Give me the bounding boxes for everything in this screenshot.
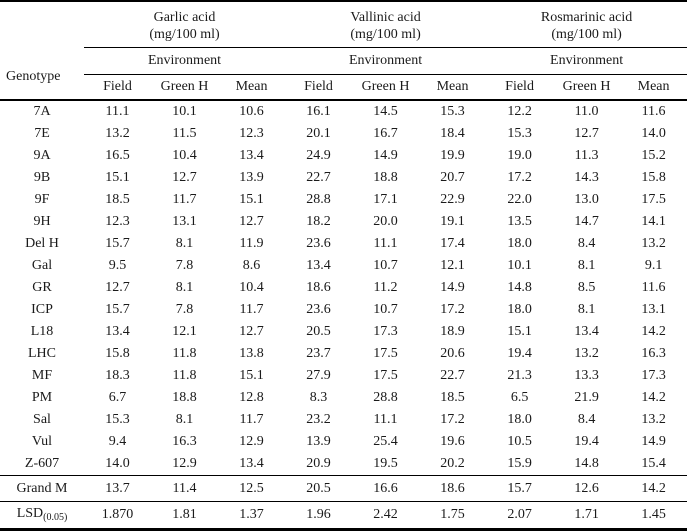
genotype-cell: MF <box>31 368 53 384</box>
genotype-cell: GR <box>32 280 52 296</box>
value-cell: 14.7 <box>574 214 599 230</box>
value-cell: 20.2 <box>440 456 465 472</box>
value-cell: 15.9 <box>507 456 532 472</box>
value-cell: 15.3 <box>440 104 465 120</box>
group-header-garlic-acid <box>84 1 285 48</box>
value-cell: 11.7 <box>239 412 264 428</box>
value-cell: 20.6 <box>440 346 465 362</box>
table-row <box>0 343 687 365</box>
value-cell: 11.3 <box>574 148 599 164</box>
value-cell: 17.2 <box>440 302 465 318</box>
value-cell: 13.9 <box>306 434 331 450</box>
value-cell: 20.5 <box>285 476 352 502</box>
value-cell: 10.7 <box>373 258 398 274</box>
value-cell: 21.3 <box>507 368 532 384</box>
column-header-mean: Mean <box>419 75 486 101</box>
value-cell: 13.4 <box>306 258 331 274</box>
lsd-label-subscript: (0.05) <box>43 512 68 524</box>
value-cell: 18.0 <box>507 236 532 252</box>
value-cell: 18.8 <box>172 390 197 406</box>
value-cell: 13.5 <box>507 214 532 230</box>
column-header-mean: Mean <box>218 75 285 101</box>
value-cell: 11.7 <box>239 302 264 318</box>
value-cell: 13.4 <box>239 148 264 164</box>
value-cell: 17.5 <box>373 346 398 362</box>
value-cell: 20.5 <box>306 324 331 340</box>
value-cell: 14.9 <box>440 280 465 296</box>
table-row <box>0 453 687 476</box>
table-body <box>0 100 687 476</box>
value-cell: 14.0 <box>641 126 666 142</box>
table-row <box>0 387 687 409</box>
table-summary <box>0 476 687 530</box>
value-cell: 7.8 <box>175 258 194 274</box>
genotype-cell: ICP <box>31 302 53 318</box>
value-cell: 13.2 <box>641 412 666 428</box>
value-cell: 18.5 <box>105 192 130 208</box>
value-cell: 19.4 <box>574 434 599 450</box>
table-row <box>0 255 687 277</box>
value-cell: 18.3 <box>105 368 130 384</box>
value-cell: 10.1 <box>172 104 197 120</box>
value-cell: 11.6 <box>641 280 666 296</box>
value-cell: 2.42 <box>352 502 419 530</box>
value-cell: 11.4 <box>151 476 218 502</box>
column-header-green-h: Green H <box>352 75 419 101</box>
genotype-cell: 9A <box>33 148 51 164</box>
value-cell: 13.2 <box>105 126 130 142</box>
value-cell: 18.9 <box>440 324 465 340</box>
value-cell: 12.7 <box>105 280 130 296</box>
lsd-label-main: LSD <box>16 506 44 522</box>
value-cell: 15.7 <box>105 236 130 252</box>
value-cell: 13.2 <box>641 236 666 252</box>
value-cell: 1.45 <box>620 502 687 530</box>
value-cell: 23.6 <box>306 302 331 318</box>
table-row <box>0 233 687 255</box>
value-cell: 14.2 <box>641 324 666 340</box>
group-header-row <box>0 1 687 48</box>
value-cell: 19.4 <box>507 346 532 362</box>
value-cell: 18.2 <box>306 214 331 230</box>
value-cell: 8.4 <box>577 412 596 428</box>
value-cell: 28.8 <box>373 390 398 406</box>
value-cell: 15.8 <box>105 346 130 362</box>
genotype-cell: 9B <box>33 170 51 186</box>
value-cell: 11.7 <box>172 192 197 208</box>
column-header-mean: Mean <box>620 75 687 101</box>
value-cell: 1.81 <box>151 502 218 530</box>
column-header-green-h: Green H <box>151 75 218 101</box>
value-cell: 13.4 <box>574 324 599 340</box>
value-cell: 17.5 <box>373 368 398 384</box>
value-cell: 15.1 <box>507 324 532 340</box>
table-row <box>0 431 687 453</box>
value-cell: 13.2 <box>574 346 599 362</box>
value-cell: 12.3 <box>105 214 130 230</box>
value-cell: 11.5 <box>172 126 197 142</box>
value-cell: 10.1 <box>507 258 532 274</box>
value-cell: 12.8 <box>239 390 264 406</box>
value-cell: 17.4 <box>440 236 465 252</box>
value-cell: 8.4 <box>577 236 596 252</box>
table-row <box>0 145 687 167</box>
value-cell: 14.1 <box>641 214 666 230</box>
lsd-label <box>0 502 84 530</box>
value-cell: 12.3 <box>239 126 264 142</box>
value-cell: 12.6 <box>553 476 620 502</box>
value-cell: 23.6 <box>306 236 331 252</box>
environment-header-vallinic: Environment <box>285 48 486 75</box>
value-cell: 12.1 <box>172 324 197 340</box>
value-cell: 13.4 <box>105 324 130 340</box>
value-cell: 15.3 <box>105 412 130 428</box>
value-cell: 12.2 <box>507 104 532 120</box>
table-row <box>0 299 687 321</box>
table-row <box>0 321 687 343</box>
value-cell: 16.1 <box>306 104 331 120</box>
value-cell: 20.9 <box>306 456 331 472</box>
value-cell: 15.8 <box>641 170 666 186</box>
genotype-cell: 7A <box>33 104 51 120</box>
value-cell: 8.3 <box>309 390 328 406</box>
column-header-field: Field <box>486 75 553 101</box>
value-cell: 8.6 <box>242 258 261 274</box>
value-cell: 10.4 <box>172 148 197 164</box>
environment-header-rosmarinic: Environment <box>486 48 687 75</box>
environment-header-row <box>0 48 687 75</box>
value-cell: 12.9 <box>172 456 197 472</box>
value-cell: 11.1 <box>373 412 398 428</box>
value-cell: 10.7 <box>373 302 398 318</box>
value-cell: 15.1 <box>239 368 264 384</box>
value-cell: 12.7 <box>239 324 264 340</box>
value-cell: 1.96 <box>285 502 352 530</box>
value-cell: 20.0 <box>373 214 398 230</box>
value-cell: 14.9 <box>373 148 398 164</box>
value-cell: 18.8 <box>373 170 398 186</box>
group-name: Vallinic acid <box>350 10 421 25</box>
genotype-cell: Sal <box>33 412 51 428</box>
value-cell: 18.0 <box>507 412 532 428</box>
value-cell: 23.2 <box>306 412 331 428</box>
value-cell: 8.5 <box>577 280 596 296</box>
lsd-row <box>0 502 687 530</box>
value-cell: 1.71 <box>553 502 620 530</box>
value-cell: 11.8 <box>172 346 197 362</box>
group-unit: (mg/100 ml) <box>350 27 421 42</box>
value-cell: 12.9 <box>239 434 264 450</box>
value-cell: 6.7 <box>108 390 127 406</box>
value-cell: 19.1 <box>440 214 465 230</box>
value-cell: 19.5 <box>373 456 398 472</box>
genotype-cell: L18 <box>30 324 54 340</box>
value-cell: 10.5 <box>507 434 532 450</box>
table-row <box>0 211 687 233</box>
value-cell: 13.8 <box>239 346 264 362</box>
group-unit: (mg/100 ml) <box>551 27 622 42</box>
value-cell: 12.7 <box>172 170 197 186</box>
value-cell: 12.7 <box>239 214 264 230</box>
group-header-rosmarinic-acid <box>486 1 687 48</box>
environment-header-garlic: Environment <box>84 48 285 75</box>
value-cell: 16.7 <box>373 126 398 142</box>
value-cell: 11.1 <box>105 104 130 120</box>
value-cell: 11.8 <box>172 368 197 384</box>
value-cell: 15.3 <box>507 126 532 142</box>
value-cell: 8.1 <box>577 302 596 318</box>
value-cell: 15.4 <box>641 456 666 472</box>
value-cell: 21.9 <box>574 390 599 406</box>
value-cell: 17.2 <box>507 170 532 186</box>
value-cell: 28.8 <box>306 192 331 208</box>
table-row <box>0 365 687 387</box>
value-cell: 1.37 <box>218 502 285 530</box>
value-cell: 9.5 <box>108 258 127 274</box>
value-cell: 22.0 <box>507 192 532 208</box>
table-row <box>0 409 687 431</box>
grand-mean-label: Grand M <box>0 476 84 502</box>
value-cell: 8.1 <box>175 280 194 296</box>
group-name: Garlic acid <box>153 10 216 25</box>
value-cell: 11.1 <box>373 236 398 252</box>
genotype-cell: Z-607 <box>24 456 60 472</box>
value-cell: 14.9 <box>641 434 666 450</box>
value-cell: 22.9 <box>440 192 465 208</box>
value-cell: 15.2 <box>641 148 666 164</box>
value-cell: 13.0 <box>574 192 599 208</box>
genotype-cell: 9H <box>33 214 51 230</box>
value-cell: 14.8 <box>574 456 599 472</box>
value-cell: 16.6 <box>352 476 419 502</box>
genotype-cell: PM <box>31 390 53 406</box>
value-cell: 13.9 <box>239 170 264 186</box>
value-cell: 14.2 <box>620 476 687 502</box>
value-cell: 15.7 <box>105 302 130 318</box>
value-cell: 24.9 <box>306 148 331 164</box>
value-cell: 23.7 <box>306 346 331 362</box>
genotype-column-header: Genotype <box>0 1 84 100</box>
value-cell: 18.5 <box>440 390 465 406</box>
value-cell: 18.6 <box>419 476 486 502</box>
value-cell: 13.4 <box>239 456 264 472</box>
value-cell: 14.0 <box>105 456 130 472</box>
value-cell: 13.1 <box>172 214 197 230</box>
value-cell: 7.8 <box>175 302 194 318</box>
genotype-cell: Gal <box>31 258 53 274</box>
value-cell: 18.4 <box>440 126 465 142</box>
value-cell: 12.7 <box>574 126 599 142</box>
value-cell: 12.5 <box>218 476 285 502</box>
value-cell: 15.1 <box>105 170 130 186</box>
value-cell: 17.2 <box>440 412 465 428</box>
table-row <box>0 277 687 299</box>
table-row <box>0 100 687 123</box>
value-cell: 17.3 <box>641 368 666 384</box>
group-unit: (mg/100 ml) <box>149 27 220 42</box>
value-cell: 25.4 <box>373 434 398 450</box>
table-row <box>0 123 687 145</box>
group-name: Rosmarinic acid <box>540 10 633 25</box>
value-cell: 19.0 <box>507 148 532 164</box>
value-cell: 11.2 <box>373 280 398 296</box>
group-header-vallinic-acid <box>285 1 486 48</box>
column-header-field: Field <box>84 75 151 101</box>
value-cell: 11.9 <box>239 236 264 252</box>
value-cell: 14.5 <box>373 104 398 120</box>
value-cell: 15.1 <box>239 192 264 208</box>
column-header-field: Field <box>285 75 352 101</box>
value-cell: 19.6 <box>440 434 465 450</box>
value-cell: 18.6 <box>306 280 331 296</box>
value-cell: 16.3 <box>641 346 666 362</box>
value-cell: 17.1 <box>373 192 398 208</box>
value-cell: 16.3 <box>172 434 197 450</box>
table-row <box>0 189 687 211</box>
value-cell: 11.6 <box>641 104 666 120</box>
value-cell: 27.9 <box>306 368 331 384</box>
value-cell: 14.2 <box>641 390 666 406</box>
value-cell: 17.5 <box>641 192 666 208</box>
grand-mean-row <box>0 476 687 502</box>
genotype-cell: Vul <box>31 434 53 450</box>
value-cell: 22.7 <box>440 368 465 384</box>
value-cell: 9.4 <box>108 434 127 450</box>
value-cell: 8.1 <box>577 258 596 274</box>
value-cell: 8.1 <box>175 236 194 252</box>
table-row <box>0 167 687 189</box>
value-cell: 10.6 <box>239 104 264 120</box>
value-cell: 8.1 <box>175 412 194 428</box>
value-cell: 18.0 <box>507 302 532 318</box>
value-cell: 14.8 <box>507 280 532 296</box>
value-cell: 14.3 <box>574 170 599 186</box>
value-cell: 20.7 <box>440 170 465 186</box>
value-cell: 9.1 <box>644 258 663 274</box>
value-cell: 12.1 <box>440 258 465 274</box>
column-header-row <box>0 75 687 101</box>
value-cell: 1.75 <box>419 502 486 530</box>
value-cell: 6.5 <box>510 390 529 406</box>
value-cell: 13.1 <box>641 302 666 318</box>
value-cell: 2.07 <box>486 502 553 530</box>
value-cell: 13.3 <box>574 368 599 384</box>
value-cell: 19.9 <box>440 148 465 164</box>
value-cell: 17.3 <box>373 324 398 340</box>
value-cell: 20.1 <box>306 126 331 142</box>
genotype-cell: LHC <box>28 346 56 362</box>
value-cell: 13.7 <box>84 476 151 502</box>
column-header-green-h: Green H <box>553 75 620 101</box>
table-header <box>0 1 687 100</box>
value-cell: 10.4 <box>239 280 264 296</box>
value-cell: 16.5 <box>105 148 130 164</box>
value-cell: 22.7 <box>306 170 331 186</box>
genotype-cell: Del H <box>25 236 59 252</box>
value-cell: 1.870 <box>84 502 151 530</box>
value-cell: 11.0 <box>574 104 599 120</box>
genotype-cell: 9F <box>34 192 50 208</box>
genotype-cell: 7E <box>34 126 50 142</box>
value-cell: 15.7 <box>486 476 553 502</box>
